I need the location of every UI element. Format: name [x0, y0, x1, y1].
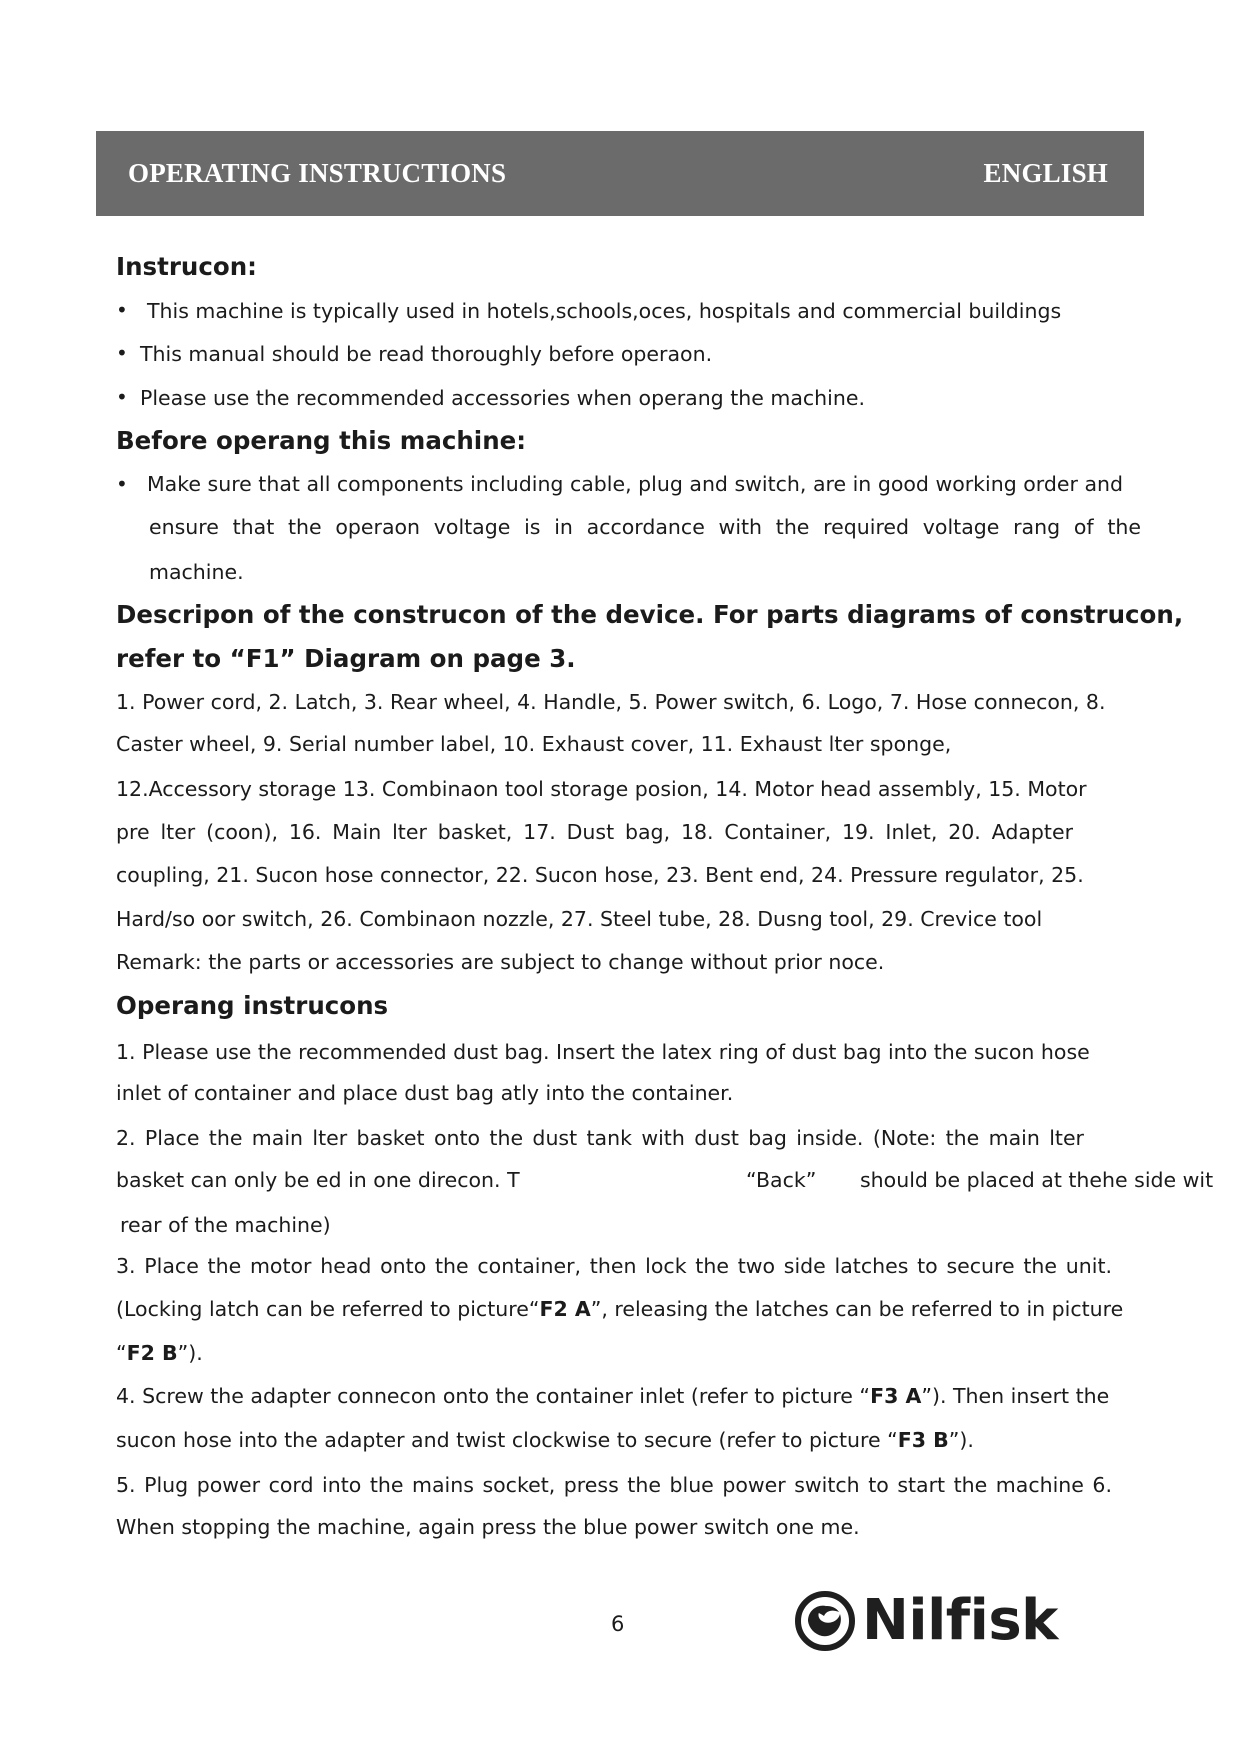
before-bullet-line-1: Make sure that all components including cable, plug and switch, are in good working order and — [147, 472, 1124, 496]
step-5-line-1: 5. Plug power cord into the mains socket, press the blue power switch to start the machine 6. — [116, 1473, 1112, 1497]
step-2-line-1: 2. Place the main lter basket onto the dust tank with dust bag inside. (Note: the main lter — [116, 1126, 1084, 1150]
figure-ref-f3a: F3 A — [870, 1384, 922, 1408]
step-4-line-1: 4. Screw the adapter connecon onto the container inlet (refer to picture “F3 A”). Then insert the — [116, 1384, 1110, 1408]
instruction-bullet-3: Please use the recommended accessories when operang the machine. — [140, 386, 865, 410]
instruction-bullet-1: This machine is typically used in hotels,schools,oces, hospitals and commercial buildings — [147, 299, 1062, 323]
before-bullet-line-3: machine. — [149, 560, 244, 584]
operating-heading: Operang instrucons — [116, 991, 389, 1020]
bullet-dot: • — [116, 472, 128, 496]
step-1-line-2: inlet of container and place dust bag atly into the container. — [116, 1081, 734, 1105]
step-2-back-label: “Back” — [746, 1168, 817, 1192]
step-3-line-1: 3. Place the motor head onto the container, then lock the two side latches to secure the unit. — [116, 1254, 1112, 1278]
header-title: OPERATING INSTRUCTIONS — [128, 158, 507, 188]
bullet-dot: • — [116, 298, 128, 322]
header-language: ENGLISH — [983, 158, 1108, 188]
remark-line: Remark: the parts or accessories are subject to change without prior noce. — [116, 950, 885, 974]
parts-list-line: 1. Power cord, 2. Latch, 3. Rear wheel, 4. Handle, 5. Power switch, 6. Logo, 7. Hose connecon, 8. — [116, 690, 1106, 714]
figure-ref-f2b: F2 B — [126, 1341, 178, 1365]
figure-ref-f2a: F2 A — [539, 1297, 591, 1321]
header-bar — [96, 131, 1144, 216]
step-3-line-3: “F2 B”). — [116, 1341, 203, 1365]
brand-name: Nilfisk — [862, 1588, 1058, 1653]
before-heading: Before operang this machine: — [116, 426, 527, 455]
figure-ref-f3b: F3 B — [897, 1428, 949, 1452]
parts-list-line: Caster wheel, 9. Serial number label, 10. Exhaust cover, 11. Exhaust lter sponge, — [116, 732, 952, 756]
step-2-line-3: rear of the machine) — [120, 1213, 331, 1237]
instruction-bullet-2: This manual should be read thoroughly before operaon. — [140, 342, 713, 366]
step-2-line-2c: should be placed at thehe side wit — [860, 1168, 1214, 1192]
brand-logo — [794, 1588, 1058, 1653]
step-5-line-2: When stopping the machine, again press the blue power switch one me. — [116, 1515, 860, 1539]
before-bullet-line-2: ensure that the operaon voltage is in accordance with the required voltage rang of the — [149, 515, 1141, 539]
description-heading-line-1: Descripon of the construcon of the device. For parts diagrams of construcon, — [116, 600, 1184, 629]
step-2-line-2a: basket can only be ed in one direcon. T — [116, 1168, 520, 1192]
bullet-dot: • — [116, 341, 128, 365]
step-1-line-1: 1. Please use the recommended dust bag. Insert the latex ring of dust bag into the sucon hose — [116, 1040, 1090, 1064]
nilfisk-swirl-icon — [794, 1590, 856, 1652]
bullet-dot: • — [116, 385, 128, 409]
parts-list-line: Hard/so oor switch, 26. Combinaon nozzle, 27. Steel tube, 28. Dusng tool, 29. Crevice tool — [116, 907, 1043, 931]
description-heading-line-2: refer to “F1” Diagram on page 3. — [116, 644, 576, 673]
parts-list-line: pre lter (coon), 16. Main lter basket, 17. Dust bag, 18. Container, 19. Inlet, 20. Adapter — [116, 820, 1073, 844]
step-4-line-2: sucon hose into the adapter and twist clockwise to secure (refer to picture “F3 B”). — [116, 1428, 974, 1452]
page-number: 6 — [611, 1612, 625, 1636]
step-3-line-2: (Locking latch can be referred to picture“F2 A”, releasing the latches can be referred to in picture — [116, 1297, 1124, 1321]
instruction-heading: Instrucon: — [116, 252, 257, 281]
parts-list-line: 12.Accessory storage 13. Combinaon tool storage posion, 14. Motor head assembly, 15. Motor — [116, 777, 1087, 801]
parts-list-line: coupling, 21. Sucon hose connector, 22. Sucon hose, 23. Bent end, 24. Pressure regulator, 25. — [116, 863, 1084, 887]
